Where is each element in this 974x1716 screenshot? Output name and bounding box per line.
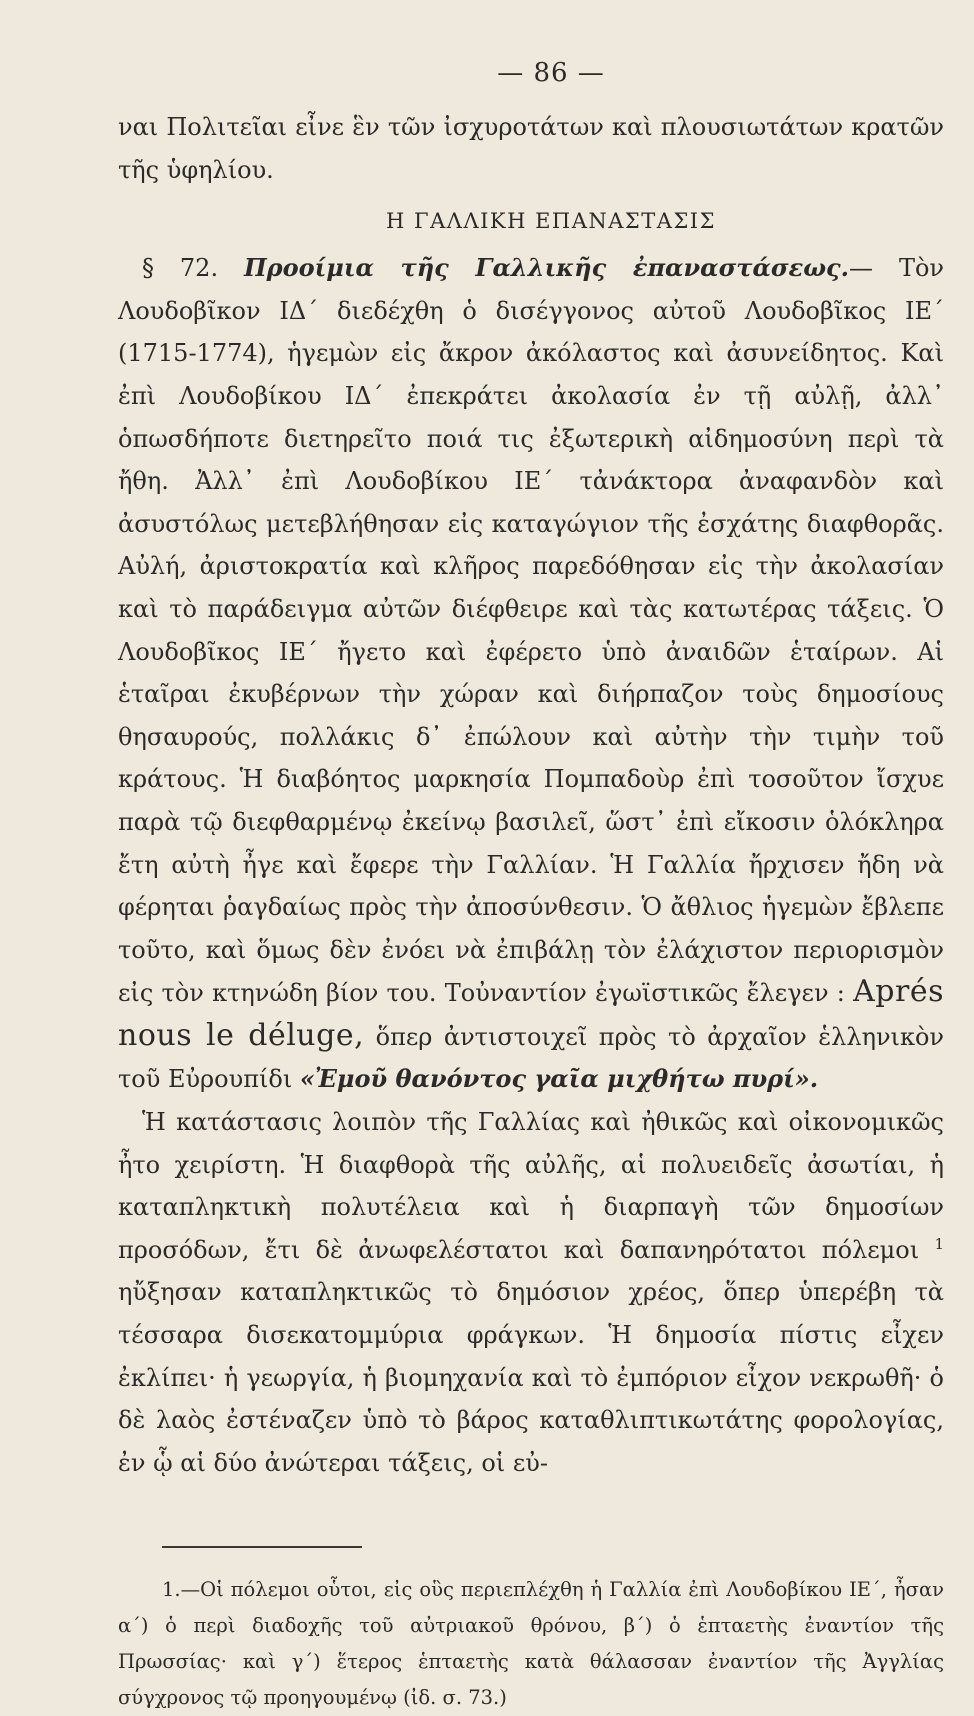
section-body-continued: ὅπερ ἀντιστοιχεῖ πρὸς τὸ ἀρχαῖον ἑλληνικὸν τοῦ Εὐρουπίδι — [118, 1022, 944, 1094]
latin-phrase: Aprés nous le déluge, — [118, 974, 944, 1053]
footnote-reference: 1 — [934, 1234, 944, 1253]
footnote: 1.—Οἱ πόλεμοι οὗτοι, εἰς οὓς περιεπλέχθη ἡ Γαλλία ἐπὶ Λουδοβίκου ΙΕ΄, ἦσαν α΄) ὁ περὶ διαδοχῆς τοῦ αὐτριακοῦ θρόνου, β΄) ὁ ἑπταετὴς ἐναντίον τῆς Πρωσσίας· καὶ γ΄) ἕτερος ἑπταετὴς κατὰ θάλασσαν ἐναντίον τῆς Ἀγγλίας σύγχρονος τῷ προηγουμένῳ (ἰδ. σ. 73.) — [118, 1578, 944, 1710]
second-paragraph-text-continued: ηὔξησαν καταπληκτικῶς τὸ δημόσιον χρέος, ὅπερ ὑπερέβη τὰ τέσσαρα δισεκατομμύρια φράγκων. Ἡ δημοσία πίστις εἶχεν ἐκλίπει· ἡ γεωργία, ἡ βιομηχανία καὶ τὸ ἐμπόριον εἶχον νεκρωθῆ· ὁ δὲ λαὸς ἐστέναζεν ὑπὸ τὸ βάρος καταθλιπτικωτάτης φορολογίας, ἐν ᾧ αἱ δύο ἀνώτεραι τάξεις, οἱ εὐ- — [118, 1278, 944, 1477]
section-mark: § 72. — [142, 254, 219, 283]
section-body: — Τὸν Λουδοβῖκον ΙΔ΄ διεδέχθη ὁ δισέγγονος αὐτοῦ Λουδοβῖκος ΙΕ΄ (1715-1774), ἡγεμὼν εἰς ἄκρον ἀκόλαστος καὶ ἀσυνείδητος. Καὶ ἐπὶ Λουδοβίκου ΙΔ΄ ἐπεκράτει ἀκολασία ἐν τῇ αὐλῇ, ἀλλ᾽ ὁπωσδήποτε διετηρεῖτο ποιά τις ἐξωτερικὴ αἰδημοσύνη περὶ τὰ ἤθη. Ἀλλ᾽ ἐπὶ Λουδοβίκου ΙΕ΄ τἀνάκτορα ἀναφανδὸν καὶ ἀσυστόλως μετεβλήθησαν εἰς καταγώγιον τῆς ἐσχάτης διαφθορᾶς. Αὐλή, ἀριστοκρατία καὶ κλῆρος παρεδόθησαν εἰς τὴν ἀκολασίαν καὶ τὸ παράδειγμα αὐτῶν διέφθειρε καὶ τὰς κατωτέρας τάξεις. Ὁ Λουδοβῖκος ΙΕ΄ ἤγετο καὶ ἐφέρετο ὑπὸ ἀναιδῶν ἑταίρων. Αἱ ἑταῖραι ἐκυβέρνων τὴν χώραν καὶ διήρπαζον τοὺς δημοσίους θησαυρούς, πολλάκις δ᾽ ἐπώλουν καὶ αὐτὴν τὴν τιμὴν τοῦ κράτους. Ἡ διαβόητος μαρκησία Πομπαδοὺρ ἐπὶ τοσοῦτον ἴσχυε παρὰ τῷ διεφθαρμένῳ ἐκείνῳ βασιλεῖ, ὥστ᾽ ἐπὶ εἴκοσιν ὁλόκληρα ἔτη αὐτὴ ἦγε καὶ ἔφερε τὴν Γαλλίαν. Ἡ Γαλλία ἤρχισεν ἤδη νὰ φέρηται ῥαγδαίως πρὸς τὴν ἀποσύνθεσιν. Ὁ ἄθλιος ἡγεμὼν ἔβλεπε τοῦτο, καὶ ὅμως δὲν ἐνόει νὰ ἐπιβάλῃ τὸν ἐλάχιστον περιορισμὸν εἰς τὸν κτηνώδη βίον του. Τοὐναντίον ἐγωϊστικῶς ἔλεγεν : — [118, 254, 944, 1008]
page-number: — 86 — — [497, 58, 605, 88]
second-paragraph-text: Ἡ κατάστασις λοιπὸν τῆς Γαλλίας καὶ ἠθικῶς καὶ οἰκονομικῶς ἦτο χειρίστη. Ἡ διαφθορὰ τῆς αὐλῆς, αἱ πολυειδεῖς ἀσωτίαι, ἡ καταπληκτικὴ πολυτέλεια καὶ ἡ διαρπαγὴ τῶν δημοσίων προσόδων, ἔτι δὲ ἀνωφελέστατοι καὶ δαπανηρότατοι πόλεμοι — [118, 1108, 944, 1264]
section-paragraph — [118, 247, 944, 1101]
section-title: Προοίμια τῆς Γαλλικῆς ἐπαναστάσεως. — [244, 253, 850, 283]
intro-paragraph: ναι Πολιτεῖαι εἶνε ἓν τῶν ἰσχυροτάτων καὶ πλουσιωτάτων κρατῶν τῆς ὑφηλίου. — [118, 113, 944, 184]
greek-quote: «Ἐμοῦ θανόντος γαῖα μιχθήτω πυρί». — [299, 1064, 819, 1094]
chapter-heading: Η ΓΑΛΛΙΚΗ ΕΠΑΝΑΣΤΑΣΙΣ — [386, 209, 716, 234]
footnote-separator — [162, 1546, 362, 1548]
second-paragraph — [118, 1101, 944, 1484]
